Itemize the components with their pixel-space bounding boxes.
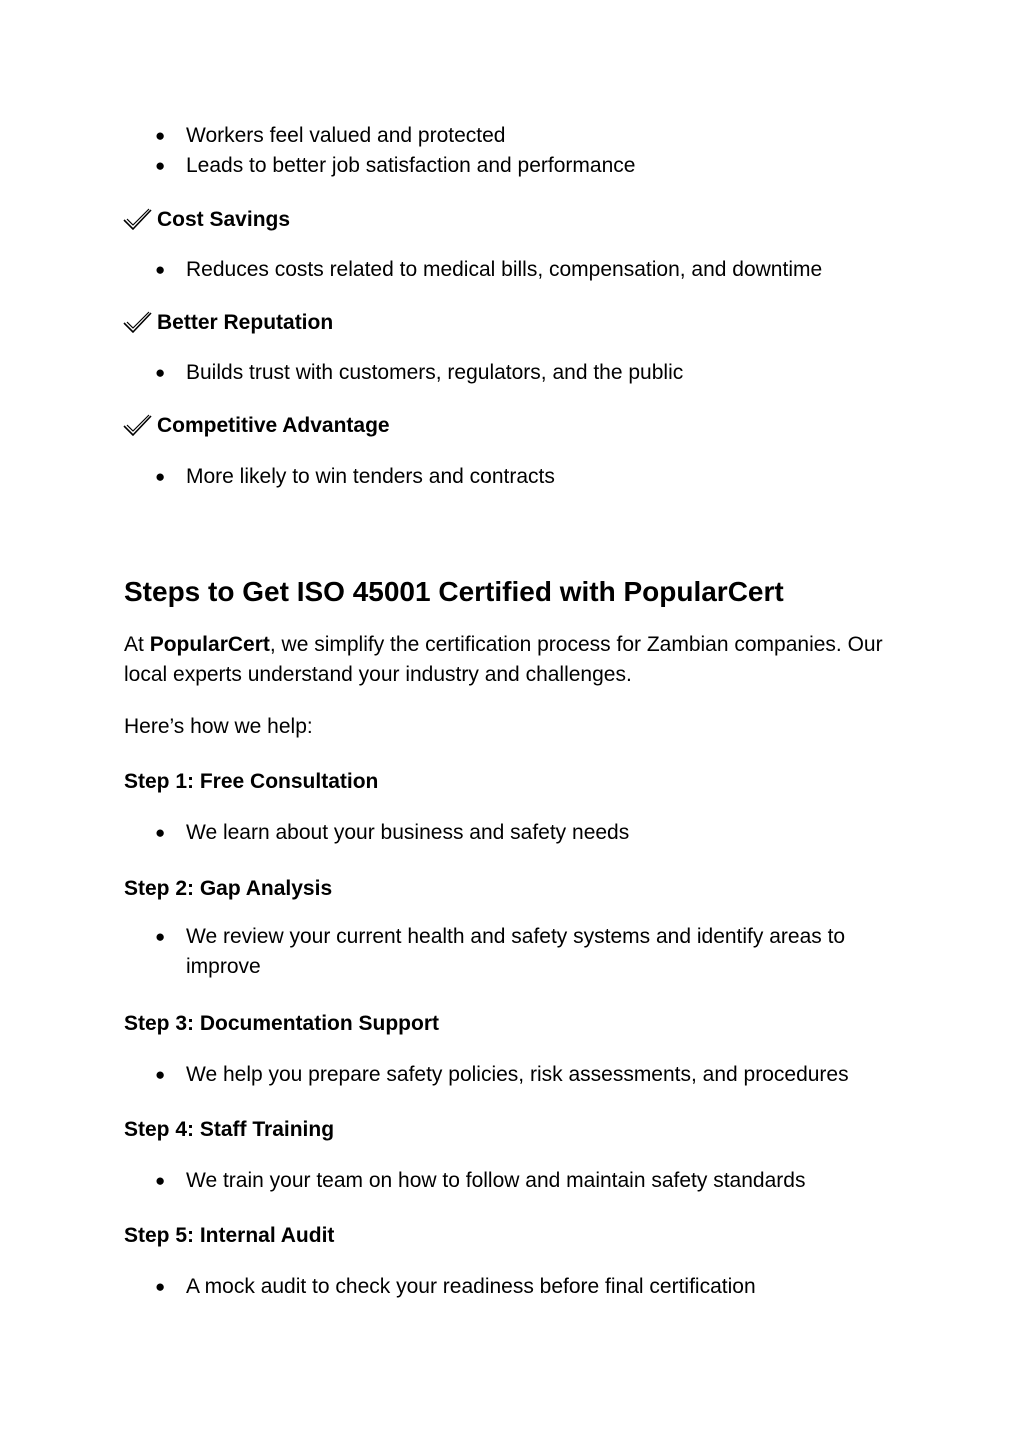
step-list xyxy=(0,1060,906,1090)
list-item xyxy=(0,922,906,982)
bullet-icon: ● xyxy=(155,1277,166,1296)
list-item-text: A mock audit to check your readiness before final certification xyxy=(186,1275,756,1298)
list-item-text: More likely to win tenders and contracts xyxy=(186,465,555,488)
list-item-text: Leads to better job satisfaction and performance xyxy=(186,154,636,177)
step-heading: Step 4: Staff Training xyxy=(124,1118,335,1141)
bullet-icon: ● xyxy=(155,126,166,145)
benefit-list-better-reputation xyxy=(0,358,906,388)
benefit-heading-cost-savings xyxy=(122,205,290,235)
check-mark-icon xyxy=(122,310,154,336)
intro-paragraph xyxy=(124,630,904,690)
list-item-text: Workers feel valued and protected xyxy=(186,124,506,147)
step-heading: Step 5: Internal Audit xyxy=(124,1224,335,1247)
list-item-text: Reduces costs related to medical bills, compensation, and downtime xyxy=(186,258,823,281)
list-item xyxy=(0,1060,906,1090)
step-list xyxy=(0,1166,906,1196)
step-heading: Step 2: Gap Analysis xyxy=(124,877,333,900)
bullet-icon: ● xyxy=(155,156,166,175)
intro-suffix: , we simplify the certification process for Zambian companies. Our local experts understand your industry and challenges. xyxy=(124,633,883,686)
list-item-text: We train your team on how to follow and maintain safety standards xyxy=(186,1169,806,1192)
list-item xyxy=(0,255,906,285)
list-item xyxy=(0,1166,906,1196)
list-item-text: We learn about your business and safety needs xyxy=(186,821,630,844)
check-mark-icon xyxy=(122,413,154,439)
benefit-heading-competitive-advantage xyxy=(122,411,390,441)
list-item xyxy=(0,151,906,181)
bullet-icon: ● xyxy=(155,467,166,486)
bullet-icon: ● xyxy=(155,1065,166,1084)
benefit-list-cost-savings xyxy=(0,255,906,285)
help-line: Here’s how we help: xyxy=(124,715,313,738)
list-item-text: We help you prepare safety policies, risk assessments, and procedures xyxy=(186,1063,849,1086)
list-item-text: Builds trust with customers, regulators, and the public xyxy=(186,361,684,384)
bullet-icon: ● xyxy=(155,823,166,842)
section-title: Steps to Get ISO 45001 Certified with PopularCert xyxy=(124,576,784,607)
benefit-title: Cost Savings xyxy=(157,208,291,231)
intro-prefix: At xyxy=(124,633,150,656)
step-heading: Step 1: Free Consultation xyxy=(124,770,379,793)
check-mark-icon xyxy=(122,207,154,233)
bullet-icon: ● xyxy=(155,363,166,382)
step-heading: Step 3: Documentation Support xyxy=(124,1012,439,1035)
list-item xyxy=(0,121,906,151)
benefit-heading-better-reputation xyxy=(122,308,333,338)
brand-name: PopularCert xyxy=(149,633,270,656)
benefit-title: Better Reputation xyxy=(157,311,334,334)
step-list xyxy=(0,818,906,848)
list-item xyxy=(0,358,906,388)
list-item xyxy=(0,1272,906,1302)
benefit-title: Competitive Advantage xyxy=(157,414,390,437)
list-item xyxy=(0,818,906,848)
bullet-icon: ● xyxy=(155,260,166,279)
step-list xyxy=(0,1272,906,1302)
benefit-list-competitive-advantage xyxy=(0,462,906,492)
bullet-icon: ● xyxy=(155,927,166,946)
bullet-icon: ● xyxy=(155,1171,166,1190)
list-item-text: We review your current health and safety systems and identify areas to improve xyxy=(186,925,846,978)
step-list xyxy=(0,922,906,982)
benefit-list-top xyxy=(0,121,906,181)
list-item xyxy=(0,462,906,492)
